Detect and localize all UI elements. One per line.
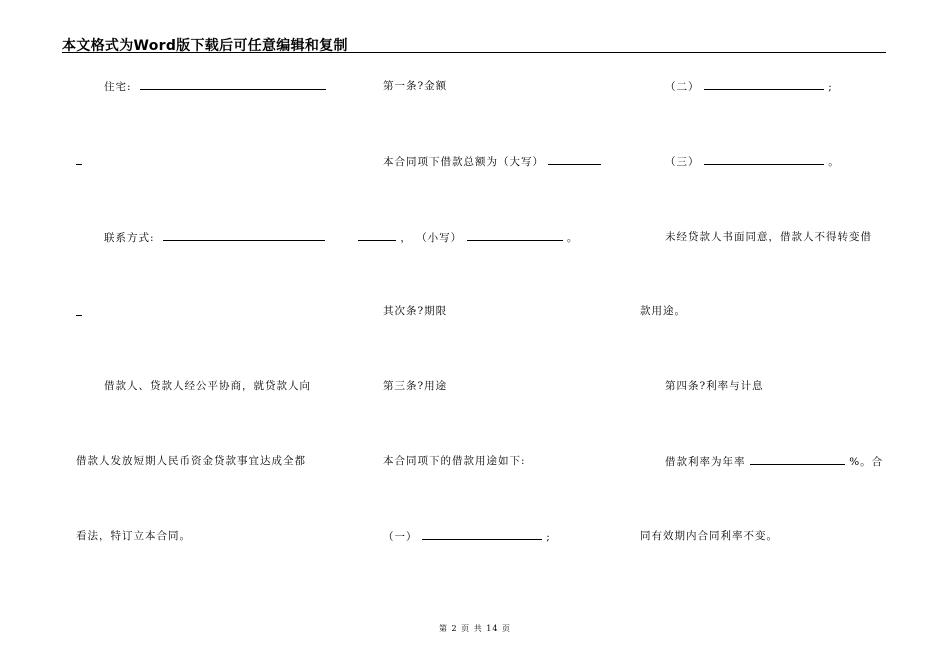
amount-uppercase-blank[interactable] — [548, 154, 601, 165]
purpose-item-3-blank[interactable] — [704, 154, 824, 165]
article-4-title: 第四条?利率与计息 — [665, 380, 764, 392]
lowercase-label: （小写） — [416, 232, 463, 244]
document-header-title: 本文格式为Word版下载后可任意编辑和复制 — [62, 38, 348, 54]
purpose-intro: 本合同项下的借款用途如下: — [383, 455, 526, 467]
purpose-item-3-label: （三） — [665, 156, 700, 168]
rate-blank[interactable] — [750, 454, 845, 465]
article-2-title: 其次条?期限 — [383, 305, 448, 317]
contact-blank[interactable] — [163, 230, 325, 241]
preamble-line-2: 借款人发放短期人民币资金贷款事宜达成全都 — [76, 455, 306, 467]
amount-comma: ， — [400, 232, 412, 244]
purpose-item-3-end: 。 — [828, 156, 840, 168]
header-divider — [62, 52, 886, 53]
page-mid: 页 共 — [461, 624, 483, 633]
page-total: 14 — [486, 624, 499, 633]
page-suffix: 页 — [502, 624, 511, 633]
rate-suffix: %。合 — [849, 456, 884, 468]
purpose-item-1-end: ; — [546, 531, 551, 543]
purpose-item-2-blank[interactable] — [704, 79, 824, 90]
purpose-item-2 — [665, 79, 833, 94]
residence-line — [104, 79, 326, 94]
preamble-line-1: 借款人、贷款人经公平协商，就贷款人向 — [104, 380, 311, 392]
rate-continuation: 同有效期内合同利率不变。 — [640, 530, 778, 542]
contact-label: 联系方式: — [104, 232, 155, 244]
contact-line — [104, 230, 325, 245]
amount-period: 。 — [566, 232, 579, 244]
contact-dash — [76, 315, 82, 316]
article-3-title: 第三条?用途 — [383, 380, 448, 392]
consent-line-2: 款用途。 — [640, 305, 686, 317]
amount-continuation-line — [358, 230, 578, 245]
rate-line — [665, 454, 883, 469]
consent-line-1: 未经贷款人书面同意，借款人不得转变借 — [665, 231, 872, 243]
article-1-title: 第一条?金额 — [383, 80, 448, 92]
page-number-footer — [0, 623, 950, 634]
purpose-item-1-blank[interactable] — [422, 529, 542, 540]
residence-dash — [76, 164, 82, 165]
amount-text: 本合同项下借款总额为（大写） — [383, 156, 544, 168]
purpose-item-1-label: （一） — [383, 531, 418, 543]
amount-lowercase-blank[interactable] — [467, 230, 563, 241]
page-prefix: 第 — [438, 624, 448, 633]
purpose-item-2-end: ; — [828, 81, 833, 93]
residence-blank[interactable] — [140, 79, 326, 90]
purpose-item-1 — [383, 529, 551, 544]
amount-line — [383, 154, 601, 169]
rate-prefix: 借款利率为年率 — [665, 456, 746, 468]
preamble-line-3: 看法，特订立本合同。 — [76, 530, 191, 542]
page-current: 2 — [451, 624, 458, 633]
residence-label: 住宅: — [104, 81, 132, 93]
purpose-item-3 — [665, 154, 840, 169]
amount-uppercase-blank-cont[interactable] — [358, 230, 396, 241]
purpose-item-2-label: （二） — [665, 81, 700, 93]
